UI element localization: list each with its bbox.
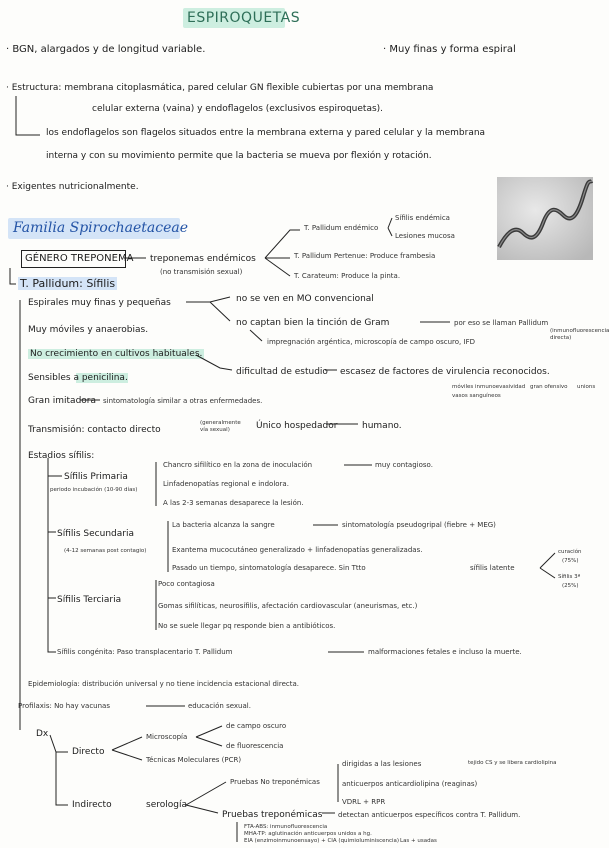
dx-indirecto: Indirecto xyxy=(72,800,112,810)
primaria-note: periodo incubación (10-90 días) xyxy=(50,487,138,493)
profilaxis-b: educación sexual. xyxy=(188,702,251,710)
dx-nt2: anticuerpos anticardiolipina (reaginas) xyxy=(342,780,478,788)
terciaria-3: No se suele llegar pq responde bien a antibióticos. xyxy=(158,622,336,630)
sifilis-3-pct: (25%) xyxy=(562,583,579,589)
dx-eia: EIA (enzimoinmunoensayo) + CIA (quimioluminiscencia) xyxy=(244,838,400,844)
no-crecimiento xyxy=(28,348,204,360)
primaria-1b: muy contagioso. xyxy=(375,461,433,469)
por-eso: por eso se llaman Pallidum xyxy=(454,319,549,327)
page-title: ESPIROQUETAS xyxy=(187,10,301,26)
gran-imitadora: Gran imitadora xyxy=(28,396,97,406)
t-pallidum-endemicum: T. Pallidum endémico xyxy=(304,224,379,232)
curacion: curación xyxy=(558,549,582,555)
intro-line-6: · Exigentes nutricionalmente. xyxy=(6,182,139,192)
inmuno-note: (inmunofluorescencia directa) xyxy=(550,328,609,341)
sintomatologia: sintomatología similar a otras enfermedades. xyxy=(103,397,263,405)
t-carateum: T. Carateum: Produce la pinta. xyxy=(294,272,401,280)
secundaria-1b: sintomatología pseudogripal (fiebre + MEG) xyxy=(342,521,496,529)
intro-line-3: celular externa (vaina) y endoflagelos (exclusivos espiroquetas). xyxy=(92,104,384,114)
secundaria-note: (4-12 semanas post contagio) xyxy=(64,548,147,554)
dx-nt1: dirigidas a las lesiones xyxy=(342,760,422,768)
intro-line-2: · Estructura: membrana citoplasmática, pared celular GN flexible cubiertas por una membrana xyxy=(6,83,434,93)
treponemas-endemicos: treponemas endémicos xyxy=(150,254,256,264)
unico-hospedador: Único hospedador xyxy=(256,421,338,431)
sifilis-endemica: Sífilis endémica xyxy=(395,214,450,222)
dx-no-treponemicas: Pruebas No treponémicas xyxy=(230,778,320,786)
moviles: Muy móviles y anaerobias. xyxy=(28,325,149,335)
profilaxis: Profilaxis: No hay vacunas xyxy=(18,702,110,710)
vasos-note: vasos sanguíneos xyxy=(452,393,501,399)
pallidum-heading-text: T. Pallidum: Sífilis xyxy=(20,277,116,290)
sensibles-text: Sensibles a penicilina. xyxy=(28,373,128,383)
epidemiologia: Epidemiología: distribución universal y no tiene incidencia estacional directa. xyxy=(28,680,300,688)
secundaria-3b: sífilis latente xyxy=(470,564,515,572)
impregnacion: impregnación argéntica, microscopía de campo oscuro, IFD xyxy=(267,338,475,346)
intro-line-1b: · Muy finas y forma espiral xyxy=(383,44,516,55)
intro-line-1: · BGN, alargados y de longitud variable. xyxy=(6,44,206,55)
terciaria-2: Gomas sifilíticas, neurosífilis, afectación cardiovascular (aneurismas, etc.) xyxy=(158,602,418,610)
lesiones-mucosa: Lesiones mucosa xyxy=(395,232,455,240)
dificultad: dificultad de estudio xyxy=(236,367,328,377)
gran-ofensivo: gran ofensivo xyxy=(530,384,568,390)
intro-line-4: los endoflagelos son flagelos situados entre la membrana externa y pared celular y la membrana xyxy=(46,128,486,138)
dx-serologia: serología xyxy=(146,800,187,810)
secundaria-2: Exantema mucocutáneo generalizado + linfadenopatías generalizadas. xyxy=(172,546,423,554)
sifilis-primaria: Sífilis Primaria xyxy=(64,472,128,482)
estadios-heading: Estadios sífilis: xyxy=(28,451,95,461)
sifilis-3: Sífilis 3ª xyxy=(558,574,581,580)
sifilis-congenita-b: malformaciones fetales e incluso la muerte. xyxy=(368,648,522,656)
secundaria-1: La bacteria alcanza la sangre xyxy=(172,521,275,529)
no-mo: no se ven en MO convencional xyxy=(236,294,374,304)
transmision: Transmisión: contacto directo xyxy=(28,425,161,435)
sensibles xyxy=(28,372,128,384)
primaria-2: Linfadenopatías regional e indolora. xyxy=(163,480,289,488)
dx-mha: MHA-TP: aglutinación anticuerpos unidos a hg. xyxy=(244,831,372,837)
espirales: Espirales muy finas y pequeñas xyxy=(28,298,171,308)
dx-directo: Directo xyxy=(72,747,105,757)
dx-eia-b: Las + usadas xyxy=(400,838,437,844)
dx-tecnicas: Técnicas Moleculares (PCR) xyxy=(146,756,242,764)
dx-fluorescencia: de fluorescencia xyxy=(226,742,284,750)
dx-heading: Dx xyxy=(36,729,49,739)
dx-nt1b: tejido CS y se libera cardiolipina xyxy=(468,760,557,766)
escasez: escasez de factores de virulencia reconocidos. xyxy=(340,367,550,377)
dx-fta: FTA-ABS: inmunofluorescencia xyxy=(244,824,328,830)
moviles-note: móviles inmunoevasividad xyxy=(452,384,526,390)
primaria-3: A las 2-3 semanas desaparece la lesión. xyxy=(163,499,304,507)
family-heading: Familia Spirochaetaceae xyxy=(13,220,188,236)
intro-line-5: interna y con su movimiento permite que la bacteria se mueva por flexión y rotación. xyxy=(46,151,432,161)
dx-treponemicas-b: detectan anticuerpos específicos contra T. Pallidum. xyxy=(338,811,521,819)
t-pallidum-pertenue: T. Pallidum Pertenue: Produce frambesia xyxy=(294,252,436,260)
sifilis-secundaria: Sífilis Secundaria xyxy=(57,529,134,539)
no-captan: no captan bien la tinción de Gram xyxy=(236,318,390,328)
sifilis-terciaria: Sífilis Terciaria xyxy=(57,595,122,605)
transmision-note: (generalmente vía sexual) xyxy=(200,420,241,433)
spirochete-micrograph xyxy=(497,177,593,260)
dx-nt3: VDRL + RPR xyxy=(342,798,386,806)
unions: unions xyxy=(577,384,596,390)
terciaria-1: Poco contagiosa xyxy=(158,580,215,588)
sifilis-congenita: Sífilis congénita: Paso transplacentario T. Pallidum xyxy=(57,648,233,656)
primaria-1: Chancro sifilítico en la zona de inoculación xyxy=(163,461,313,469)
estructura-hook xyxy=(16,96,40,135)
no-transmision-note: (no transmisión sexual) xyxy=(160,268,243,276)
curacion-pct: (75%) xyxy=(562,558,579,564)
pallidum-heading xyxy=(18,278,117,290)
no-crecimiento-text: No crecimiento en cultivos habituales. xyxy=(30,349,203,359)
genero-label: GÉNERO TREPONEMA xyxy=(25,253,134,264)
dx-campo-oscuro: de campo oscuro xyxy=(226,722,287,730)
humano: humano. xyxy=(362,421,402,431)
secundaria-3: Pasado un tiempo, sintomatología desaparece. Sin Ttto xyxy=(172,564,366,572)
dx-microscopia: Microscopía xyxy=(146,733,188,741)
dx-treponemicas: Pruebas treponémicas xyxy=(222,810,323,820)
